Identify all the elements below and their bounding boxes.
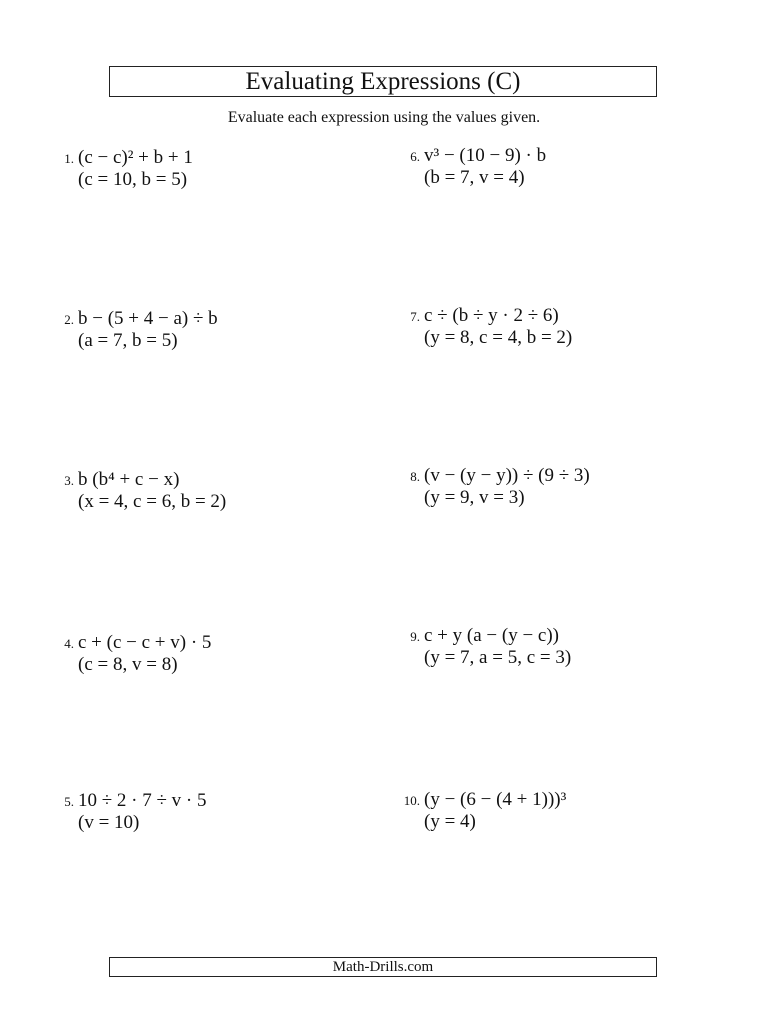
- problem-number: 2.: [64, 312, 74, 327]
- problem-values: (a = 7, b = 5): [78, 330, 178, 351]
- problem-number: 9.: [410, 629, 420, 644]
- footer-site-name: Math-Drills.com: [109, 957, 657, 977]
- problem-values: (c = 10, b = 5): [78, 169, 188, 190]
- problem-expression: b (b⁴ + c − x): [78, 469, 180, 490]
- problem-expression: (v − (y − y)) ÷ (9 ÷ 3): [424, 465, 590, 486]
- problem-expression: c ÷ (b ÷ y · 2 ÷ 6): [424, 305, 559, 326]
- problem-number: 1.: [64, 151, 74, 166]
- problem-values: (y = 8, c = 4, b = 2): [424, 327, 573, 348]
- problem-expression: c + (c − c + v) · 5: [78, 632, 212, 653]
- problem-number: 5.: [64, 794, 74, 809]
- worksheet-title: Evaluating Expressions (C): [109, 66, 657, 97]
- problem-values: (y = 4): [424, 811, 476, 832]
- problem-values: (y = 9, v = 3): [424, 487, 525, 508]
- problem-number: 7.: [410, 309, 420, 324]
- problem-expression: (y − (6 − (4 + 1)))³: [424, 789, 567, 810]
- problem-expression: (c − c)² + b + 1: [78, 147, 193, 168]
- problem-values: (x = 4, c = 6, b = 2): [78, 491, 227, 512]
- problem-number: 4.: [64, 636, 74, 651]
- problem-values: (c = 8, v = 8): [78, 654, 178, 675]
- problem-number: 8.: [410, 469, 420, 484]
- problem-values: (v = 10): [78, 812, 140, 833]
- problem-values: (y = 7, a = 5, c = 3): [424, 647, 572, 668]
- problem-number: 6.: [410, 149, 420, 164]
- problem-expression: 10 ÷ 2 · 7 ÷ v · 5: [78, 790, 207, 811]
- problem-number: 3.: [64, 473, 74, 488]
- instructions: Evaluate each expression using the values given.: [227, 109, 541, 126]
- problem-expression: v³ − (10 − 9) · b: [424, 145, 547, 166]
- problem-expression: c + y (a − (y − c)): [424, 625, 560, 646]
- problem-values: (b = 7, v = 4): [424, 167, 525, 188]
- problem-expression: b − (5 + 4 − a) ÷ b: [78, 308, 218, 329]
- problem-number: 10.: [403, 793, 420, 808]
